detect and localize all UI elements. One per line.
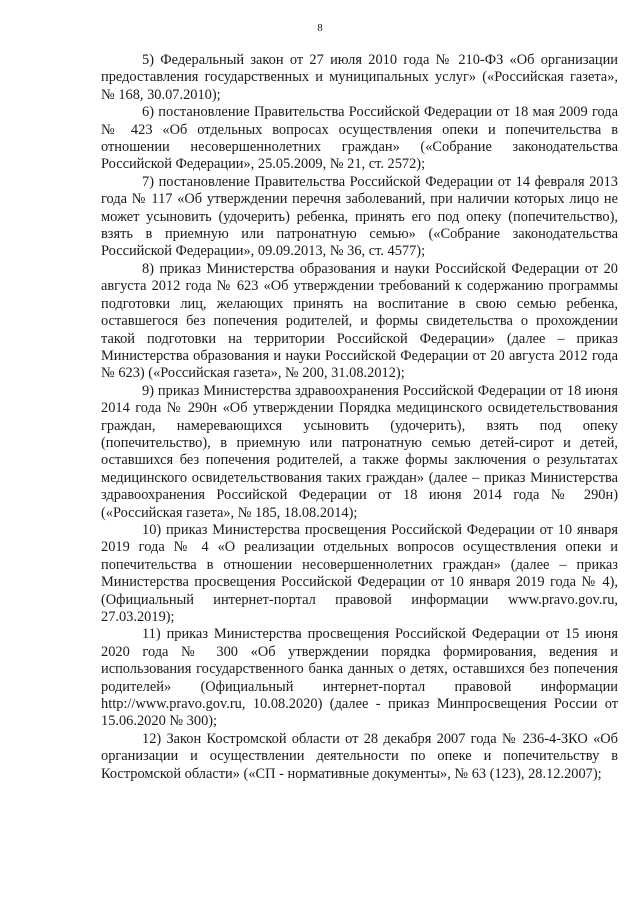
- document-body: [101, 52, 618, 783]
- list-item-9: 9) приказ Министерства здравоохранения Российской Федерации от 18 июня 2014 года № 290н «Об утверждении Порядка медицинского освидетельствования граждан, намеревающихся усыновить (удочерить), взять под опеку (попечительство), в приемную или патронатную семью детей-сирот и детей, оставшихся без попечения родителей, а также формы заключения о результатах медицинского освидетельствования таких граждан» (далее – приказ Министерства здравоохранения Российской Федерации от 18 июня 2014 года № 290н) («Российская газета», № 185, 18.08.2014);: [101, 382, 618, 521]
- list-item-10: 10) приказ Министерства просвещения Российской Федерации от 10 января 2019 года № 4 «О реализации отдельных вопросов осуществления опеки и попечительства в отношении несовершеннолетних граждан» (далее – приказ Министерства просвещения Российской Федерации от 10 января 2019 года № 4), (Официальный интернет-портал правовой информации www.pravo.gov.ru, 27.03.2019);: [101, 521, 618, 625]
- list-item-8: 8) приказ Министерства образования и науки Российской Федерации от 20 августа 2012 года № 623 «Об утверждении требований к содержанию программы подготовки лиц, желающих принять на воспитание в свою семью ребенка, оставшегося без попечения родителей, и формы свидетельства о прохождении такой подготовки на территории Российской Федерации» (далее – приказ Министерства образования и науки Российской Федерации от 20 августа 2012 года № 623) («Российская газета», № 200, 31.08.2012);: [101, 260, 618, 382]
- list-item-11: 11) приказ Министерства просвещения Российской Федерации от 15 июня 2020 года № 300 «Об утверждении порядка формирования, ведения и использования государственного банка данных о детях, оставшихся без попечения родителей» (Официальный интернет-портал правовой информации http://www.pravo.gov.ru, 10.08.2020) (далее - приказ Минпросвещения России от 15.06.2020 № 300);: [101, 626, 618, 730]
- list-item-5: 5) Федеральный закон от 27 июля 2010 года № 210-ФЗ «Об организации предоставления государственных и муниципальных услуг» («Российская газета», № 168, 30.07.2010);: [101, 52, 618, 103]
- list-item-12: 12) Закон Костромской области от 28 декабря 2007 года № 236-4-ЗКО «Об организации и осуществлении деятельности по опеке и попечительству в Костромской области» («СП - нормативные документы», № 63 (123), 28.12.2007);: [101, 730, 618, 782]
- page-number: 8: [317, 22, 323, 34]
- list-item-7: 7) постановление Правительства Российской Федерации от 14 февраля 2013 года № 117 «Об утверждении перечня заболеваний, при наличии которых лицо не может усыновить (удочерить) ребенка, принять его под опеку (попечительство), взять в приемную или патронатную семью» («Собрание законодательства Российской Федерации», 09.09.2013, № 36, ст. 4577);: [101, 173, 618, 260]
- list-item-6: 6) постановление Правительства Российской Федерации от 18 мая 2009 года № 423 «Об отдельных вопросах осуществления опеки и попечительства в отношении несовершеннолетних граждан» («Собрание законодательства Российской Федерации», 25.05.2009, № 21, ст. 2572);: [101, 104, 618, 173]
